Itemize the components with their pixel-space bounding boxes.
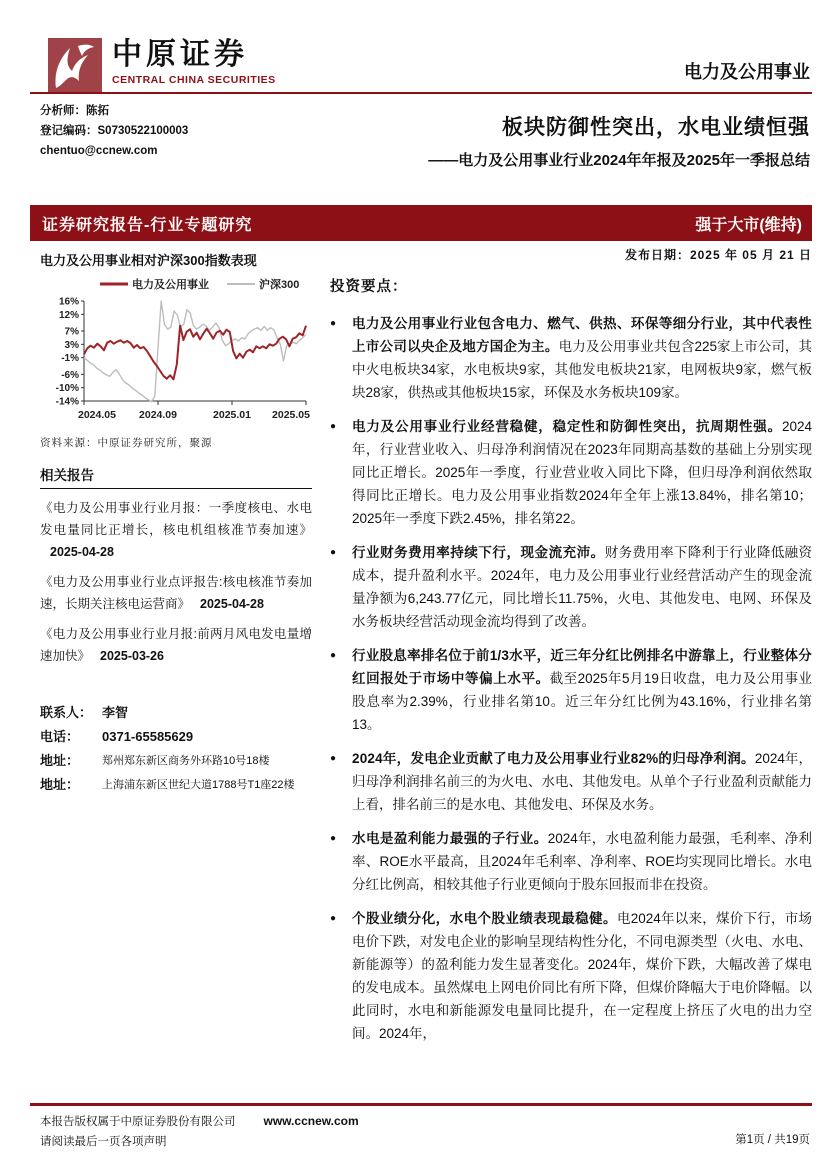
analyst-block [40,101,188,161]
bullet-item [330,312,812,404]
footer-rule [30,1103,812,1106]
svg-text:-6%: -6% [61,369,79,381]
contact-value: 0371-65585629 [102,729,194,744]
svg-text:12%: 12% [58,309,79,321]
publish-date: 发布日期：2025 年 05 月 21 日 [624,248,812,262]
svg-text:3%: 3% [64,339,79,351]
bullet-body: 电2024年以来，煤价下行，市场电价下跌，对发电企业的影响呈现结构性分化，不同电源类型（火电、水电、新能源等）的盈利能力发生显著变化。2024年，煤价下跌，大幅改善了煤电的发电成本。虽然煤电上网电价同比有所下降，但煤价降幅大于电价降幅。以此同时，水电和新能源发电量同比提升，在一定程度上挤压了火电的出力空间。2024年， [352,911,812,1041]
company-logo [48,38,276,92]
report-subtitle: ——电力及公用事业行业2024年年报及2025年一季报总结 [428,152,810,169]
footer-left [40,1111,359,1152]
svg-text:16%: 16% [58,296,79,308]
svg-text:2025.05: 2025.05 [272,409,310,421]
svg-text:-14%: -14% [55,396,79,408]
logo-cn-text: 中原证券 [112,38,248,71]
chart-source: 资料来源：中原证券研究所，聚源 [40,437,213,449]
bullet-item [330,644,812,736]
logo-flame-icon [48,38,102,92]
contact-label: 地址： [40,777,80,792]
bullet-body: 财务费用率下降利于行业降低融资成本，提升盈利水平。2024年，电力及公用事业行业经营活动产生的现金流量净额为6,243.77亿元，同比增长11.75%，火电、其他发电、电网、环保及水务板块经营活动现金流均得到了改善。 [352,545,812,629]
bullet-item [330,827,812,896]
bullet-lead: 水电是盈利能力最强的子行业。 [352,831,548,846]
main-content [330,246,812,1120]
contact-address-row [40,773,312,797]
footer-copyright: 本报告版权属于中原证券股份有限公司 [40,1116,236,1128]
contact-value: 郑州郑东新区商务外环路10号18楼 [102,755,270,767]
contact-value: 上海浦东新区世纪大道1788号T1座22楼 [102,779,295,791]
bullet-body: 2024年，归母净利润排名前三的为火电、水电、其他发电。从单个子行业盈利贡献能力上看，排名前三的是水电、其他发电、环保及水务。 [352,751,812,812]
bullet-lead: 个股业绩分化，水电个股业绩表现最稳健。 [352,911,617,926]
svg-text:7%: 7% [64,326,79,338]
contact-value: 李智 [102,705,129,720]
analyst-email[interactable]: chentuo@ccnew.com [40,145,158,157]
bullet-item [330,747,812,816]
bullet-lead: 行业财务费用率持续下行，现金流充沛。 [352,545,605,560]
svg-text:电力及公用事业: 电力及公用事业 [132,279,209,291]
svg-text:-1%: -1% [61,353,79,365]
bullet-body: 2024年，水电盈利能力最强，毛利率、净利率、ROE水平最高，且2024年毛利率、净利率、ROE均实现同比增长。水电分红比例高，相较其他子行业更倾向于股东回报而非在投资。 [352,831,812,892]
report-title: 板块防御性突出，水电业绩恒强 [502,116,810,139]
category-banner [30,205,812,241]
bullet-dot-icon: ● [330,547,337,558]
footer-website[interactable]: www.ccnew.com [263,1114,359,1128]
analyst-reg-code: 登记编码：S0730522100003 [40,125,189,137]
bullet-body: 2024年，行业营业收入、归母净利润情况在2023年同期高基数的基础上分别实现同比正增长。2025年一季度，行业营业收入同比下降，但归母净利润依然取得同比正增长。电力及公用事业指数2024年全年上涨13.84%，排名第10；2025年一季度下跌2.45%，排名第22。 [352,419,812,526]
svg-text:2025.01: 2025.01 [213,409,251,421]
svg-text:2024.05: 2024.05 [78,409,116,421]
chart-title: 电力及公用事业相对沪深300指数表现 [40,253,257,268]
performance-chart [40,275,312,427]
svg-text:沪深300: 沪深300 [259,279,300,291]
contact-label: 电话： [40,729,80,744]
contact-phone-row [40,725,312,749]
rating-label: 强于大市(维持) [695,216,802,234]
related-report-item[interactable] [40,623,312,667]
left-sidebar [40,250,312,797]
report-link-text[interactable]: 《电力及公用事业行业月报:前两月风电发电量增速加快》 [40,627,312,663]
contact-label: 联系人： [40,705,93,720]
bullet-list [330,312,812,1120]
report-link-text[interactable]: 《电力及公用事业行业点评报告:核电核准节奏加速，长期关注核电运营商》 [40,575,312,611]
bullet-dot-icon: ● [330,421,337,432]
bullet-dot-icon: ● [330,833,337,844]
report-type-label: 证券研究报告-行业专题研究 [42,216,253,234]
bullet-dot-icon: ● [330,753,337,764]
contact-block [40,701,312,797]
bullet-dot-icon: ● [330,913,337,924]
svg-text:-10%: -10% [55,383,79,395]
bullet-item [330,907,812,1045]
analyst-name: 分析师：陈拓 [40,105,109,117]
bullet-body: 电力及公用事业共包含225家上市公司，其中火电板块34家，水电板块9家，其他发电板块21家，电网板块9家，燃气板块28家，供热或其他板块15家，环保及水务板块109家。 [352,339,812,400]
bullet-lead: 电力及公用事业行业包含电力、燃气、供热、环保等细分行业，其中代表性上市公司以央企及地方国企为主。 [352,316,812,354]
contact-person-row [40,701,312,725]
bullet-lead: 电力及公用事业行业经营稳健，稳定性和防御性突出，抗周期性强。 [352,419,782,434]
contact-address-row [40,749,312,773]
contact-label: 地址： [40,753,80,768]
logo-en-text: CENTRAL CHINA SECURITIES [112,74,276,86]
report-date: 2025-04-28 [50,545,114,559]
bullet-item [330,415,812,530]
report-date: 2025-03-26 [100,649,164,663]
related-reports-title: 相关报告 [40,464,312,489]
bullet-dot-icon: ● [330,650,337,661]
report-date: 2025-04-28 [200,597,264,611]
related-report-item[interactable] [40,571,312,615]
investment-points-title: 投资要点： [330,279,408,295]
header-rule [30,92,812,94]
bullet-body: 截至2025年5月19日收盘，电力及公用事业股息率为2.39%，行业排名第10。近三年分红比例为43.16%，行业排名第13。 [352,671,812,732]
bullet-item [330,541,812,633]
svg-text:2024.09: 2024.09 [139,409,177,421]
related-report-item[interactable] [40,497,312,563]
sector-label: 电力及公用事业 [684,62,810,82]
footer-disclaimer: 请阅读最后一页各项声明 [40,1136,167,1148]
bullet-lead: 行业股息率排名位于前1/3水平，近三年分红比例排名中游靠上，行业整体分红回报处于市场中等偏上水平。 [352,648,812,686]
bullet-dot-icon: ● [330,318,337,329]
page-number: 第1页 / 共19页 [735,1134,810,1146]
report-link-text[interactable]: 《电力及公用事业行业月报：一季度核电、水电发电量同比正增长，核电机组核准节奏加速》 [40,501,312,537]
bullet-lead: 2024年，发电企业贡献了电力及公用事业行业82%的归母净利润。 [352,751,755,766]
